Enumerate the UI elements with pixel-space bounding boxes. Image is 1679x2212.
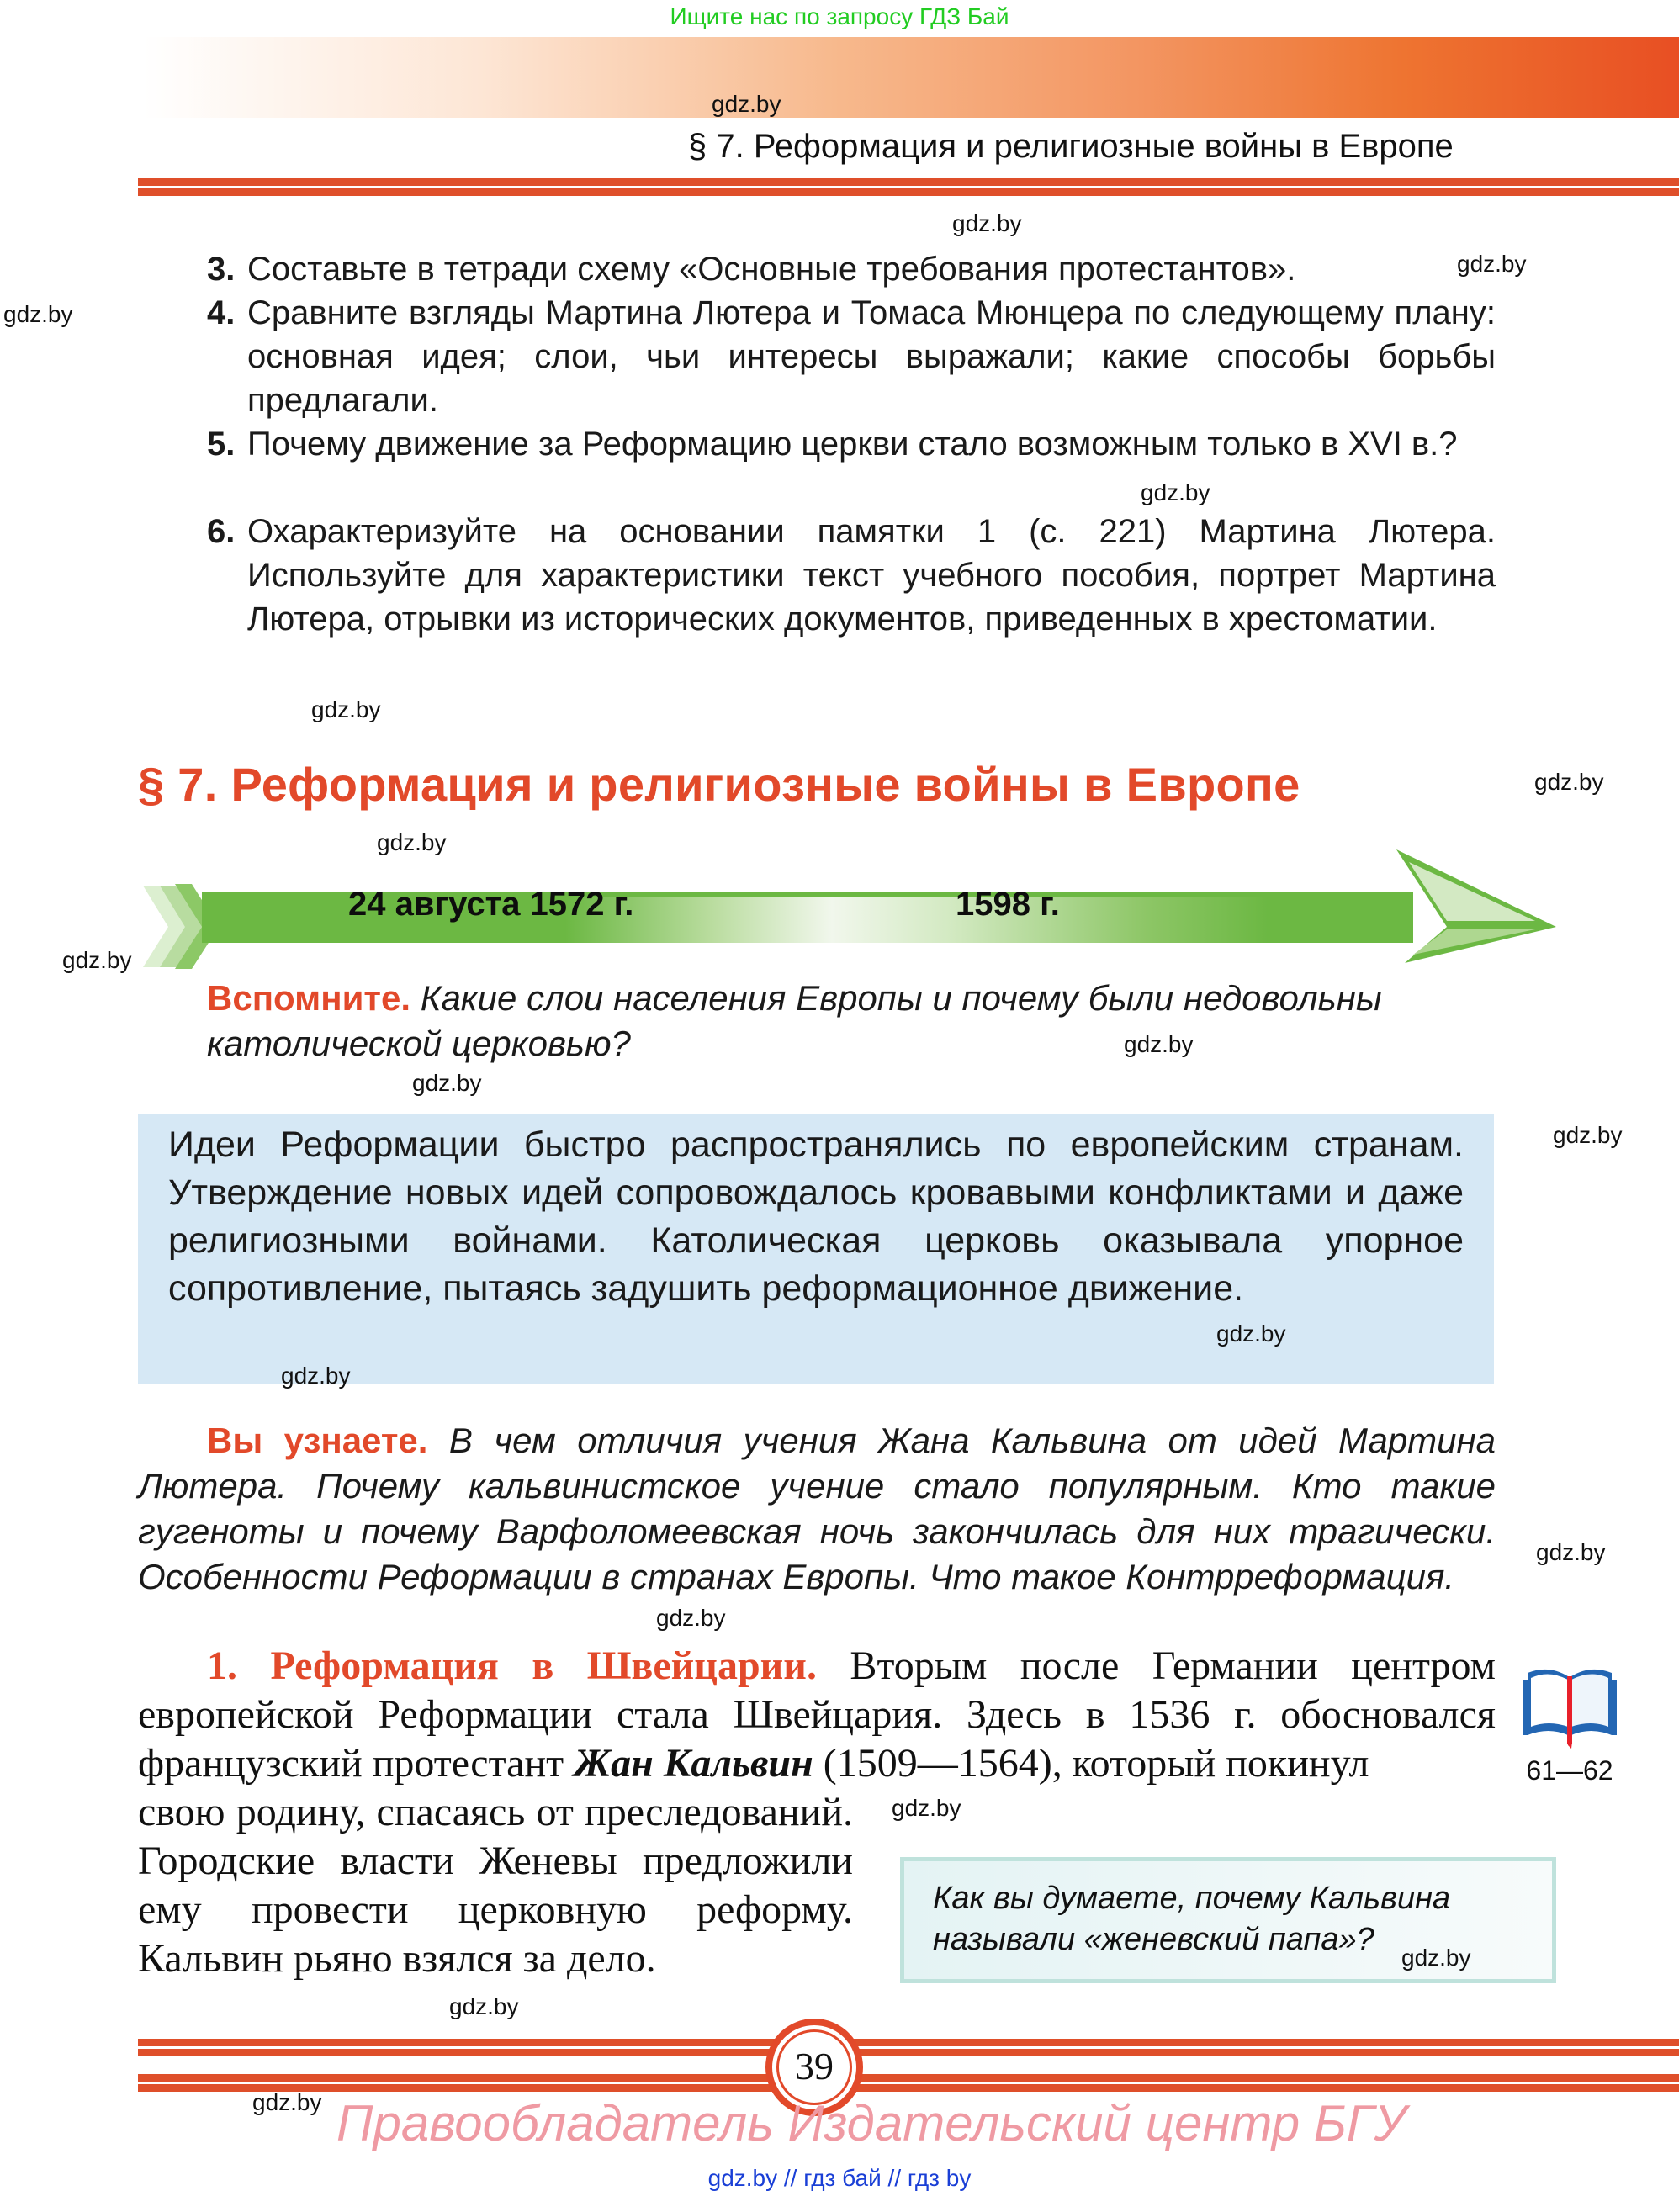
intro-text: Идеи Реформации быстро распространялись по европейским странам. Утверждение новых идей сопровождалось кровавыми конфликтами и даже религиозными войнами. Католическая церковь оказывала упорное сопротивление, пытаясь задушить реформационное движение. (168, 1125, 1464, 1309)
watermark: gdz.by (656, 1605, 726, 1631)
intro-box (138, 1114, 1494, 1384)
remember-prompt (207, 976, 1496, 1066)
running-title: § 7. Реформация и религиозные войны в Европе (688, 128, 1454, 165)
learn-text: В чем отличия учения Жана Кальвина от идей Мартина Лютера. Почему кальвинистское учение стало популярным. Кто такие гугеноты и почему Варфоломеевская ночь закончилась для них трагически. Особенности Реформации в странах Европы. Что такое Контрреформация. (138, 1421, 1496, 1596)
watermark: gdz.by (252, 2089, 322, 2115)
watermark: gdz.by (62, 947, 132, 973)
header-rule-top (138, 178, 1679, 186)
footer-rule (138, 2084, 1679, 2092)
footer-rule (138, 2074, 1679, 2082)
watermark: gdz.by (449, 1993, 519, 2019)
watermark: gdz.by (1401, 1945, 1471, 1971)
question-text: Составьте в тетради схему «Основные требования протестантов». (247, 251, 1296, 288)
watermark: gdz.by (1141, 479, 1210, 505)
watermark: gdz.by (1457, 251, 1527, 277)
footer-rule (138, 2039, 1679, 2046)
timeline-arrow (135, 845, 1565, 971)
watermark: gdz.by (1534, 769, 1604, 795)
think-question-text: Как вы думаете, почему Кальвина называли «женевский папа»? (933, 1881, 1451, 1957)
question-item (207, 291, 1496, 422)
watermark: gdz.by (281, 1363, 351, 1389)
learn-prompt (138, 1418, 1496, 1600)
remember-label: Вспомните. (207, 978, 411, 1018)
body-paragraph: свою родину, спасаясь от преследований. Городские власти Женевы предложили ему провести церковную реформу. Кальвин рьяно взялся за дело. (138, 1790, 853, 1981)
subsection-heading: 1. Реформация в Швейцарии. (207, 1643, 817, 1688)
section-title: § 7. Реформация и религиозные войны в Европе (138, 758, 1300, 811)
page-number: 39 (795, 2045, 834, 2088)
watermark: gdz.by (1553, 1122, 1623, 1148)
person-name: Жан Кальвин (574, 1741, 813, 1786)
body-text: (1509—1564), который покинул (823, 1741, 1369, 1786)
watermark: gdz.by (3, 301, 73, 327)
question-number: 5. (207, 426, 236, 463)
footer-rule (138, 2049, 1679, 2056)
timeline-date: 24 августа 1572 г. (348, 886, 634, 923)
watermark: gdz.by (1536, 1539, 1606, 1565)
body-paragraph (138, 1642, 1496, 1788)
question-item (207, 247, 1496, 291)
question-number: 3. (207, 251, 236, 288)
watermark: gdz.by (1124, 1031, 1194, 1057)
watermark: gdz.by (412, 1070, 482, 1096)
timeline-date: 1598 г. (956, 886, 1060, 923)
watermark: gdz.by (712, 91, 781, 117)
learn-label: Вы узнаете. (207, 1421, 428, 1460)
page-reference: 61—62 (1526, 1755, 1613, 1786)
watermark: gdz.by (377, 829, 447, 855)
remember-text: Какие слои населения Европы и почему были недовольны католической церковью? (207, 978, 1382, 1063)
question-text: Сравните взгляды Мартина Лютера и Томаса Мюнцера по следующему плану: основная идея; слои, чьи интересы выражали; какие способы борьбы предлагали. (247, 294, 1496, 419)
question-item (207, 510, 1496, 641)
open-book-icon (1519, 1661, 1620, 1754)
watermark: gdz.by (952, 210, 1022, 236)
watermark: gdz.by (311, 696, 381, 722)
body-text: Вторым после Германии центром европейской Реформации стала Швейцария. Здесь в 1536 г. обосновался французский протестант (138, 1643, 1496, 1786)
copyright-notice: Правообладатель Издательский центр БГУ (336, 2095, 1406, 2151)
question-item (207, 422, 1496, 466)
header-gradient-band (143, 37, 1679, 118)
watermark: gdz.by (892, 1795, 961, 1821)
promo-banner-text: Ищите нас по запросу ГДЗ Бай (670, 3, 1009, 29)
question-text: Почему движение за Реформацию церкви стало возможным только в XVI в.? (247, 426, 1458, 463)
watermark: gdz.by (1216, 1320, 1286, 1347)
question-number: 6. (207, 513, 236, 550)
footer-links[interactable]: gdz.by // гдз бай // гдз by (707, 2165, 972, 2191)
header-rule-bottom (138, 188, 1679, 196)
book-reference (1519, 1661, 1637, 1796)
question-text: Охарактеризуйте на основании памятки 1 (с. 221) Мартина Лютера. Используйте для характеристики текст учебного пособия, портрет Мартина Лютера, отрывки из исторических документов, приведенных в хрестоматии. (247, 513, 1496, 638)
question-number: 4. (207, 294, 236, 331)
